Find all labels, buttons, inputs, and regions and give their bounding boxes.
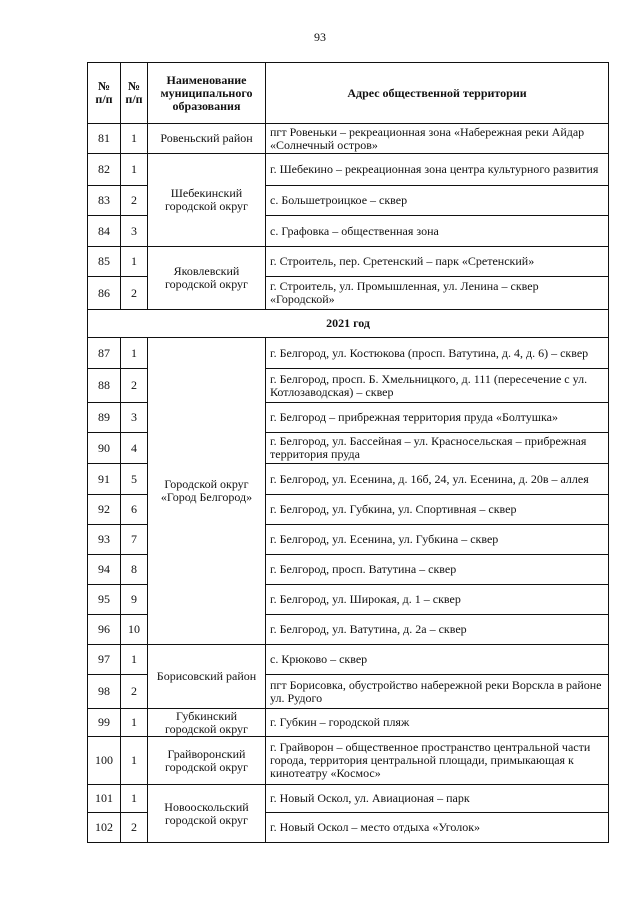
header-row-number: № п/п — [88, 63, 121, 124]
address-cell: с. Графовка – общественная зона — [266, 216, 609, 247]
municipality-cell: Яковлевский городской округ — [148, 247, 266, 310]
address-cell: г. Белгород, ул. Губкина, ул. Спортивная – сквер — [266, 495, 609, 525]
address-cell: г. Губкин – городской пляж — [266, 709, 609, 737]
table-row — [88, 247, 609, 277]
territories-table — [87, 62, 609, 843]
row-number: 84 — [88, 216, 121, 247]
row-number: 88 — [88, 369, 121, 403]
sub-number: 10 — [121, 615, 148, 645]
year-row — [88, 310, 609, 338]
sub-number: 6 — [121, 495, 148, 525]
municipality-cell: Борисовский район — [148, 645, 266, 709]
row-number: 93 — [88, 525, 121, 555]
sub-number: 1 — [121, 645, 148, 675]
sub-number: 7 — [121, 525, 148, 555]
address-cell: г. Белгород, ул. Есенина, д. 16б, 24, ул. Есенина, д. 20в – аллея — [266, 464, 609, 495]
address-cell: г. Грайворон – общественное пространство центральной части города, территория центральной площади, примыкающая к кинотеатру «Космос» — [266, 737, 609, 785]
table-header-row — [88, 63, 609, 124]
page-number: 93 — [314, 30, 326, 44]
row-number: 95 — [88, 585, 121, 615]
table-row — [88, 154, 609, 186]
sub-number: 1 — [121, 338, 148, 369]
address-cell: г. Строитель, пер. Сретенский – парк «Сретенский» — [266, 247, 609, 277]
row-number: 87 — [88, 338, 121, 369]
address-cell: г. Белгород, ул. Широкая, д. 1 – сквер — [266, 585, 609, 615]
address-cell: с. Большетроицкое – сквер — [266, 186, 609, 216]
address-cell: г. Белгород, ул. Бассейная – ул. Красносельская – прибрежная территория пруда — [266, 433, 609, 464]
sub-number: 1 — [121, 709, 148, 737]
address-cell: г. Новый Оскол, ул. Авиационая – парк — [266, 785, 609, 813]
year-heading: 2021 год — [88, 310, 609, 338]
table-row — [88, 737, 609, 785]
table-row — [88, 709, 609, 737]
sub-number: 1 — [121, 247, 148, 277]
municipality-cell: Грайворонский городской округ — [148, 737, 266, 785]
row-number: 89 — [88, 403, 121, 433]
sub-number: 2 — [121, 277, 148, 310]
header-municipality: Наименование муниципального образования — [148, 63, 266, 124]
row-number: 91 — [88, 464, 121, 495]
address-cell: пгт Борисовка, обустройство набережной реки Ворскла в районе ул. Рудого — [266, 675, 609, 709]
sub-number: 1 — [121, 124, 148, 154]
row-number: 94 — [88, 555, 121, 585]
municipality-cell: Губкинский городской округ — [148, 709, 266, 737]
sub-number: 1 — [121, 154, 148, 186]
row-number: 102 — [88, 813, 121, 843]
address-cell: г. Белгород, ул. Костюкова (просп. Ватутина, д. 4, д. 6) – сквер — [266, 338, 609, 369]
address-cell: г. Шебекино – рекреационная зона центра культурного развития — [266, 154, 609, 186]
row-number: 97 — [88, 645, 121, 675]
row-number: 98 — [88, 675, 121, 709]
sub-number: 5 — [121, 464, 148, 495]
municipality-cell: Новооскольский городской округ — [148, 785, 266, 843]
sub-number: 1 — [121, 737, 148, 785]
sub-number: 2 — [121, 675, 148, 709]
address-cell: г. Белгород, просп. Ватутина – сквер — [266, 555, 609, 585]
header-address: Адрес общественной территории — [266, 63, 609, 124]
sub-number: 2 — [121, 813, 148, 843]
row-number: 92 — [88, 495, 121, 525]
municipality-cell: Шебекинский городской округ — [148, 154, 266, 247]
row-number: 81 — [88, 124, 121, 154]
table-row — [88, 785, 609, 813]
row-number: 82 — [88, 154, 121, 186]
row-number: 96 — [88, 615, 121, 645]
address-cell: г. Новый Оскол – место отдыха «Уголок» — [266, 813, 609, 843]
sub-number: 9 — [121, 585, 148, 615]
sub-number: 1 — [121, 785, 148, 813]
table-row — [88, 338, 609, 369]
sub-number: 3 — [121, 403, 148, 433]
address-cell: г. Белгород, ул. Ватутина, д. 2а – сквер — [266, 615, 609, 645]
address-cell: г. Строитель, ул. Промышленная, ул. Ленина – сквер «Городской» — [266, 277, 609, 310]
row-number: 83 — [88, 186, 121, 216]
row-number: 101 — [88, 785, 121, 813]
address-cell: г. Белгород – прибрежная территория пруда «Болтушка» — [266, 403, 609, 433]
address-cell: г. Белгород, ул. Есенина, ул. Губкина – сквер — [266, 525, 609, 555]
table-row — [88, 645, 609, 675]
sub-number: 2 — [121, 369, 148, 403]
sub-number: 8 — [121, 555, 148, 585]
sub-number: 3 — [121, 216, 148, 247]
table-row — [88, 124, 609, 154]
municipality-cell: Ровеньский район — [148, 124, 266, 154]
sub-number: 2 — [121, 186, 148, 216]
row-number: 99 — [88, 709, 121, 737]
address-cell: с. Крюково – сквер — [266, 645, 609, 675]
sub-number: 4 — [121, 433, 148, 464]
row-number: 86 — [88, 277, 121, 310]
municipality-cell: Городской округ «Город Белгород» — [148, 338, 266, 645]
row-number: 100 — [88, 737, 121, 785]
row-number: 85 — [88, 247, 121, 277]
row-number: 90 — [88, 433, 121, 464]
header-sub-number: № п/п — [121, 63, 148, 124]
address-cell: г. Белгород, просп. Б. Хмельницкого, д. 111 (пересечение с ул. Котлозаводская) – сквер — [266, 369, 609, 403]
address-cell: пгт Ровеньки – рекреационная зона «Набережная реки Айдар «Солнечный остров» — [266, 124, 609, 154]
